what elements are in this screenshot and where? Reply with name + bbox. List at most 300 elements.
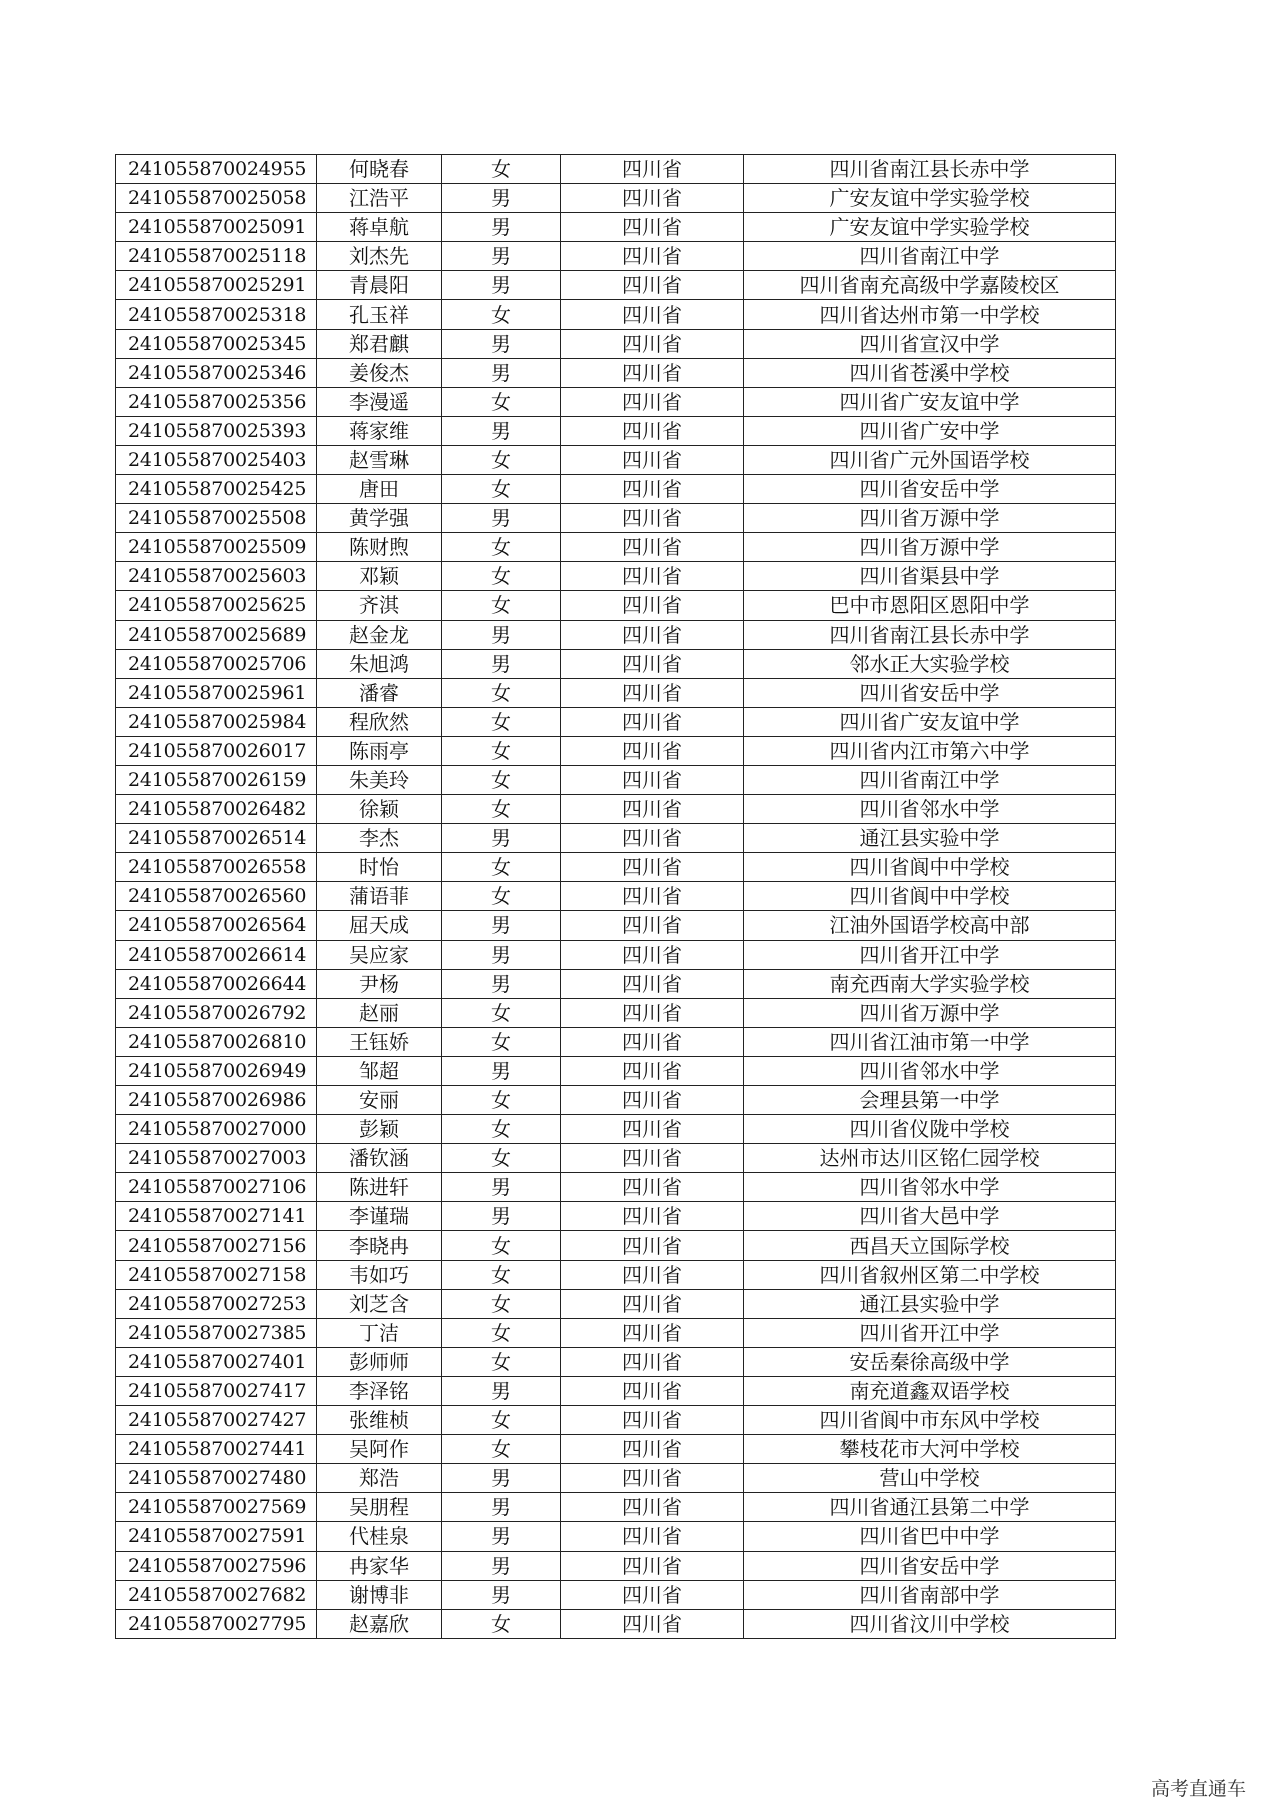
school-cell: 四川省通江县第二中学 (744, 1493, 1116, 1522)
gender-cell: 女 (442, 533, 561, 562)
gender-cell: 男 (442, 1376, 561, 1405)
school-cell: 四川省宣汉中学 (744, 329, 1116, 358)
candidate-id-cell: 241055870027106 (116, 1173, 317, 1202)
name-cell: 郑浩 (317, 1464, 442, 1493)
school-cell: 四川省安岳中学 (744, 475, 1116, 504)
gender-cell: 男 (442, 1580, 561, 1609)
candidate-id-cell: 241055870025118 (116, 242, 317, 271)
candidate-id-cell: 241055870027427 (116, 1406, 317, 1435)
candidate-id-cell: 241055870025508 (116, 504, 317, 533)
candidate-id-cell: 241055870026159 (116, 765, 317, 794)
name-cell: 邹超 (317, 1056, 442, 1085)
province-cell: 四川省 (561, 416, 744, 445)
name-cell: 江浩平 (317, 184, 442, 213)
candidate-id-cell: 241055870025961 (116, 678, 317, 707)
table-row (116, 736, 1116, 765)
school-cell: 四川省开江中学 (744, 1318, 1116, 1347)
province-cell: 四川省 (561, 242, 744, 271)
candidate-id-cell: 241055870026949 (116, 1056, 317, 1085)
school-cell: 四川省汶川中学校 (744, 1609, 1116, 1638)
school-cell: 四川省广安友谊中学 (744, 707, 1116, 736)
table-row (116, 300, 1116, 329)
gender-cell: 女 (442, 1609, 561, 1638)
name-cell: 程欣然 (317, 707, 442, 736)
table-row (116, 591, 1116, 620)
name-cell: 邓颖 (317, 562, 442, 591)
province-cell: 四川省 (561, 1173, 744, 1202)
province-cell: 四川省 (561, 765, 744, 794)
name-cell: 陈雨亭 (317, 736, 442, 765)
table-row (116, 1464, 1116, 1493)
gender-cell: 女 (442, 387, 561, 416)
province-cell: 四川省 (561, 1086, 744, 1115)
table-row (116, 1231, 1116, 1260)
province-cell: 四川省 (561, 591, 744, 620)
candidate-id-cell: 241055870025291 (116, 271, 317, 300)
name-cell: 吴应家 (317, 940, 442, 969)
gender-cell: 男 (442, 649, 561, 678)
gender-cell: 女 (442, 1260, 561, 1289)
province-cell: 四川省 (561, 1580, 744, 1609)
province-cell: 四川省 (561, 1376, 744, 1405)
name-cell: 陈财煦 (317, 533, 442, 562)
school-cell: 四川省达州市第一中学校 (744, 300, 1116, 329)
candidate-id-cell: 241055870027253 (116, 1289, 317, 1318)
province-cell: 四川省 (561, 1289, 744, 1318)
table-row (116, 678, 1116, 707)
name-cell: 尹杨 (317, 969, 442, 998)
gender-cell: 男 (442, 940, 561, 969)
gender-cell: 男 (442, 271, 561, 300)
province-cell: 四川省 (561, 1522, 744, 1551)
gender-cell: 男 (442, 969, 561, 998)
province-cell: 四川省 (561, 969, 744, 998)
candidate-id-cell: 241055870026644 (116, 969, 317, 998)
school-cell: 四川省万源中学 (744, 504, 1116, 533)
name-cell: 赵丽 (317, 998, 442, 1027)
province-cell: 四川省 (561, 329, 744, 358)
school-cell: 四川省广元外国语学校 (744, 445, 1116, 474)
school-cell: 巴中市恩阳区恩阳中学 (744, 591, 1116, 620)
name-cell: 青晨阳 (317, 271, 442, 300)
school-cell: 四川省万源中学 (744, 533, 1116, 562)
gender-cell: 男 (442, 416, 561, 445)
school-cell: 会理县第一中学 (744, 1086, 1116, 1115)
name-cell: 王钰娇 (317, 1027, 442, 1056)
name-cell: 刘芝含 (317, 1289, 442, 1318)
province-cell: 四川省 (561, 998, 744, 1027)
candidate-id-cell: 241055870025345 (116, 329, 317, 358)
province-cell: 四川省 (561, 824, 744, 853)
school-cell: 达州市达川区铭仁园学校 (744, 1144, 1116, 1173)
school-cell: 四川省安岳中学 (744, 1551, 1116, 1580)
name-cell: 齐淇 (317, 591, 442, 620)
candidate-id-cell: 241055870027156 (116, 1231, 317, 1260)
table-row (116, 824, 1116, 853)
school-cell: 邻水正大实验学校 (744, 649, 1116, 678)
school-cell: 安岳秦徐高级中学 (744, 1347, 1116, 1376)
school-cell: 四川省南充高级中学嘉陵校区 (744, 271, 1116, 300)
gender-cell: 女 (442, 1027, 561, 1056)
school-cell: 四川省大邑中学 (744, 1202, 1116, 1231)
province-cell: 四川省 (561, 1435, 744, 1464)
gender-cell: 女 (442, 1231, 561, 1260)
school-cell: 四川省阆中中学校 (744, 853, 1116, 882)
school-cell: 四川省开江中学 (744, 940, 1116, 969)
province-cell: 四川省 (561, 707, 744, 736)
school-cell: 四川省阆中市东风中学校 (744, 1406, 1116, 1435)
table-row (116, 1609, 1116, 1638)
gender-cell: 男 (442, 213, 561, 242)
table-row (116, 445, 1116, 474)
table-row (116, 1260, 1116, 1289)
school-cell: 四川省巴中中学 (744, 1522, 1116, 1551)
province-cell: 四川省 (561, 678, 744, 707)
table-row (116, 940, 1116, 969)
gender-cell: 女 (442, 445, 561, 474)
candidate-id-cell: 241055870027795 (116, 1609, 317, 1638)
name-cell: 陈进轩 (317, 1173, 442, 1202)
table-row (116, 562, 1116, 591)
table-row (116, 707, 1116, 736)
school-cell: 四川省万源中学 (744, 998, 1116, 1027)
candidate-id-cell: 241055870025318 (116, 300, 317, 329)
school-cell: 四川省南江县长赤中学 (744, 155, 1116, 184)
school-cell: 四川省邻水中学 (744, 1056, 1116, 1085)
candidate-id-cell: 241055870027569 (116, 1493, 317, 1522)
table-row (116, 271, 1116, 300)
province-cell: 四川省 (561, 1056, 744, 1085)
table-row (116, 1551, 1116, 1580)
name-cell: 李谨瑞 (317, 1202, 442, 1231)
gender-cell: 女 (442, 1318, 561, 1347)
name-cell: 时怡 (317, 853, 442, 882)
province-cell: 四川省 (561, 1231, 744, 1260)
province-cell: 四川省 (561, 1406, 744, 1435)
name-cell: 赵金龙 (317, 620, 442, 649)
name-cell: 郑君麒 (317, 329, 442, 358)
gender-cell: 女 (442, 155, 561, 184)
source-watermark: 高考直通车 (1150, 1778, 1246, 1800)
table-row (116, 1115, 1116, 1144)
table-row (116, 358, 1116, 387)
gender-cell: 男 (442, 358, 561, 387)
gender-cell: 女 (442, 678, 561, 707)
gender-cell: 女 (442, 562, 561, 591)
province-cell: 四川省 (561, 736, 744, 765)
candidate-id-cell: 241055870027158 (116, 1260, 317, 1289)
table-row (116, 416, 1116, 445)
gender-cell: 女 (442, 765, 561, 794)
province-cell: 四川省 (561, 213, 744, 242)
school-cell: 四川省南江县长赤中学 (744, 620, 1116, 649)
school-cell: 广安友谊中学实验学校 (744, 213, 1116, 242)
name-cell: 朱旭鸿 (317, 649, 442, 678)
name-cell: 李漫遥 (317, 387, 442, 416)
table-body (116, 155, 1116, 1639)
table-row (116, 1144, 1116, 1173)
table-row (116, 184, 1116, 213)
candidate-id-cell: 241055870027141 (116, 1202, 317, 1231)
table-row (116, 1086, 1116, 1115)
candidate-id-cell: 241055870026614 (116, 940, 317, 969)
province-cell: 四川省 (561, 184, 744, 213)
table-row (116, 1289, 1116, 1318)
name-cell: 赵雪琳 (317, 445, 442, 474)
table-row (116, 1580, 1116, 1609)
school-cell: 四川省南部中学 (744, 1580, 1116, 1609)
school-cell: 南充道鑫双语学校 (744, 1376, 1116, 1405)
table-row (116, 969, 1116, 998)
name-cell: 彭师师 (317, 1347, 442, 1376)
province-cell: 四川省 (561, 1493, 744, 1522)
name-cell: 韦如巧 (317, 1260, 442, 1289)
school-cell: 四川省邻水中学 (744, 795, 1116, 824)
student-list-table (115, 154, 1116, 1639)
table-row (116, 1493, 1116, 1522)
gender-cell: 男 (442, 1493, 561, 1522)
name-cell: 潘睿 (317, 678, 442, 707)
name-cell: 安丽 (317, 1086, 442, 1115)
name-cell: 蒋卓航 (317, 213, 442, 242)
province-cell: 四川省 (561, 504, 744, 533)
school-cell: 四川省广安中学 (744, 416, 1116, 445)
table-row (116, 1522, 1116, 1551)
name-cell: 张维桢 (317, 1406, 442, 1435)
name-cell: 孔玉祥 (317, 300, 442, 329)
candidate-id-cell: 241055870025509 (116, 533, 317, 562)
table-row (116, 242, 1116, 271)
gender-cell: 女 (442, 1435, 561, 1464)
gender-cell: 男 (442, 911, 561, 940)
school-cell: 通江县实验中学 (744, 824, 1116, 853)
candidate-id-cell: 241055870026792 (116, 998, 317, 1027)
name-cell: 蒋家维 (317, 416, 442, 445)
table-row (116, 795, 1116, 824)
table-row (116, 1202, 1116, 1231)
school-cell: 江油外国语学校高中部 (744, 911, 1116, 940)
province-cell: 四川省 (561, 911, 744, 940)
candidate-id-cell: 241055870025393 (116, 416, 317, 445)
gender-cell: 女 (442, 475, 561, 504)
name-cell: 赵嘉欣 (317, 1609, 442, 1638)
school-cell: 四川省叙州区第二中学校 (744, 1260, 1116, 1289)
candidate-id-cell: 241055870025058 (116, 184, 317, 213)
school-cell: 西昌天立国际学校 (744, 1231, 1116, 1260)
gender-cell: 男 (442, 1173, 561, 1202)
candidate-id-cell: 241055870026514 (116, 824, 317, 853)
gender-cell: 女 (442, 591, 561, 620)
gender-cell: 女 (442, 1086, 561, 1115)
province-cell: 四川省 (561, 300, 744, 329)
table-row (116, 649, 1116, 678)
gender-cell: 女 (442, 1144, 561, 1173)
candidate-id-cell: 241055870027401 (116, 1347, 317, 1376)
candidate-id-cell: 241055870025603 (116, 562, 317, 591)
school-cell: 南充西南大学实验学校 (744, 969, 1116, 998)
table-row (116, 765, 1116, 794)
name-cell: 蒲语菲 (317, 882, 442, 911)
table-row (116, 533, 1116, 562)
candidate-id-cell: 241055870026986 (116, 1086, 317, 1115)
table-row (116, 155, 1116, 184)
province-cell: 四川省 (561, 795, 744, 824)
province-cell: 四川省 (561, 1609, 744, 1638)
table-row (116, 620, 1116, 649)
gender-cell: 女 (442, 707, 561, 736)
province-cell: 四川省 (561, 1551, 744, 1580)
name-cell: 李杰 (317, 824, 442, 853)
name-cell: 刘杰先 (317, 242, 442, 271)
school-cell: 四川省江油市第一中学 (744, 1027, 1116, 1056)
name-cell: 朱美玲 (317, 765, 442, 794)
name-cell: 李泽铭 (317, 1376, 442, 1405)
candidate-id-cell: 241055870026564 (116, 911, 317, 940)
candidate-id-cell: 241055870026810 (116, 1027, 317, 1056)
candidate-id-cell: 241055870025625 (116, 591, 317, 620)
province-cell: 四川省 (561, 387, 744, 416)
candidate-id-cell: 241055870027441 (116, 1435, 317, 1464)
candidate-id-cell: 241055870025356 (116, 387, 317, 416)
name-cell: 吴阿作 (317, 1435, 442, 1464)
name-cell: 唐田 (317, 475, 442, 504)
table-row (116, 329, 1116, 358)
province-cell: 四川省 (561, 1260, 744, 1289)
province-cell: 四川省 (561, 1144, 744, 1173)
candidate-id-cell: 241055870026560 (116, 882, 317, 911)
table-row (116, 1376, 1116, 1405)
name-cell: 彭颖 (317, 1115, 442, 1144)
gender-cell: 女 (442, 882, 561, 911)
gender-cell: 女 (442, 795, 561, 824)
province-cell: 四川省 (561, 1347, 744, 1376)
table-row (116, 998, 1116, 1027)
gender-cell: 女 (442, 1115, 561, 1144)
candidate-id-cell: 241055870027003 (116, 1144, 317, 1173)
school-cell: 广安友谊中学实验学校 (744, 184, 1116, 213)
candidate-id-cell: 241055870027596 (116, 1551, 317, 1580)
name-cell: 谢博非 (317, 1580, 442, 1609)
name-cell: 代桂泉 (317, 1522, 442, 1551)
gender-cell: 女 (442, 998, 561, 1027)
table-row (116, 1318, 1116, 1347)
gender-cell: 男 (442, 1056, 561, 1085)
province-cell: 四川省 (561, 620, 744, 649)
school-cell: 四川省安岳中学 (744, 678, 1116, 707)
province-cell: 四川省 (561, 649, 744, 678)
gender-cell: 女 (442, 853, 561, 882)
province-cell: 四川省 (561, 853, 744, 882)
gender-cell: 女 (442, 1289, 561, 1318)
name-cell: 吴朋程 (317, 1493, 442, 1522)
gender-cell: 男 (442, 1464, 561, 1493)
gender-cell: 男 (442, 1202, 561, 1231)
school-cell: 营山中学校 (744, 1464, 1116, 1493)
school-cell: 通江县实验中学 (744, 1289, 1116, 1318)
table-row (116, 1347, 1116, 1376)
school-cell: 攀枝花市大河中学校 (744, 1435, 1116, 1464)
name-cell: 姜俊杰 (317, 358, 442, 387)
name-cell: 黄学强 (317, 504, 442, 533)
table-row (116, 1056, 1116, 1085)
school-cell: 四川省南江中学 (744, 765, 1116, 794)
name-cell: 屈天成 (317, 911, 442, 940)
province-cell: 四川省 (561, 1318, 744, 1347)
candidate-id-cell: 241055870026482 (116, 795, 317, 824)
school-cell: 四川省苍溪中学校 (744, 358, 1116, 387)
table-row (116, 911, 1116, 940)
candidate-id-cell: 241055870027682 (116, 1580, 317, 1609)
name-cell: 丁洁 (317, 1318, 442, 1347)
province-cell: 四川省 (561, 1027, 744, 1056)
province-cell: 四川省 (561, 475, 744, 504)
school-cell: 四川省邻水中学 (744, 1173, 1116, 1202)
candidate-id-cell: 241055870025984 (116, 707, 317, 736)
school-cell: 四川省阆中中学校 (744, 882, 1116, 911)
gender-cell: 男 (442, 1522, 561, 1551)
province-cell: 四川省 (561, 1115, 744, 1144)
gender-cell: 男 (442, 620, 561, 649)
candidate-id-cell: 241055870024955 (116, 155, 317, 184)
name-cell: 徐颖 (317, 795, 442, 824)
gender-cell: 男 (442, 184, 561, 213)
candidate-id-cell: 241055870025346 (116, 358, 317, 387)
table-row (116, 853, 1116, 882)
table-row (116, 1406, 1116, 1435)
gender-cell: 男 (442, 504, 561, 533)
candidate-id-cell: 241055870027591 (116, 1522, 317, 1551)
gender-cell: 男 (442, 1551, 561, 1580)
province-cell: 四川省 (561, 445, 744, 474)
candidate-id-cell: 241055870027000 (116, 1115, 317, 1144)
candidate-id-cell: 241055870026017 (116, 736, 317, 765)
candidate-id-cell: 241055870027480 (116, 1464, 317, 1493)
school-cell: 四川省仪陇中学校 (744, 1115, 1116, 1144)
candidate-id-cell: 241055870025091 (116, 213, 317, 242)
province-cell: 四川省 (561, 940, 744, 969)
province-cell: 四川省 (561, 271, 744, 300)
table-row (116, 504, 1116, 533)
gender-cell: 男 (442, 824, 561, 853)
school-cell: 四川省内江市第六中学 (744, 736, 1116, 765)
table-row (116, 1173, 1116, 1202)
candidate-id-cell: 241055870027417 (116, 1376, 317, 1405)
province-cell: 四川省 (561, 358, 744, 387)
province-cell: 四川省 (561, 155, 744, 184)
table-row (116, 1435, 1116, 1464)
gender-cell: 女 (442, 300, 561, 329)
name-cell: 潘钦涵 (317, 1144, 442, 1173)
table-row (116, 213, 1116, 242)
school-cell: 四川省广安友谊中学 (744, 387, 1116, 416)
school-cell: 四川省渠县中学 (744, 562, 1116, 591)
province-cell: 四川省 (561, 1464, 744, 1493)
gender-cell: 男 (442, 329, 561, 358)
school-cell: 四川省南江中学 (744, 242, 1116, 271)
candidate-id-cell: 241055870025689 (116, 620, 317, 649)
name-cell: 冉家华 (317, 1551, 442, 1580)
candidate-id-cell: 241055870025706 (116, 649, 317, 678)
province-cell: 四川省 (561, 533, 744, 562)
province-cell: 四川省 (561, 882, 744, 911)
candidate-id-cell: 241055870027385 (116, 1318, 317, 1347)
province-cell: 四川省 (561, 1202, 744, 1231)
name-cell: 何晓春 (317, 155, 442, 184)
table-row (116, 387, 1116, 416)
name-cell: 李晓冉 (317, 1231, 442, 1260)
candidate-id-cell: 241055870026558 (116, 853, 317, 882)
gender-cell: 女 (442, 1347, 561, 1376)
